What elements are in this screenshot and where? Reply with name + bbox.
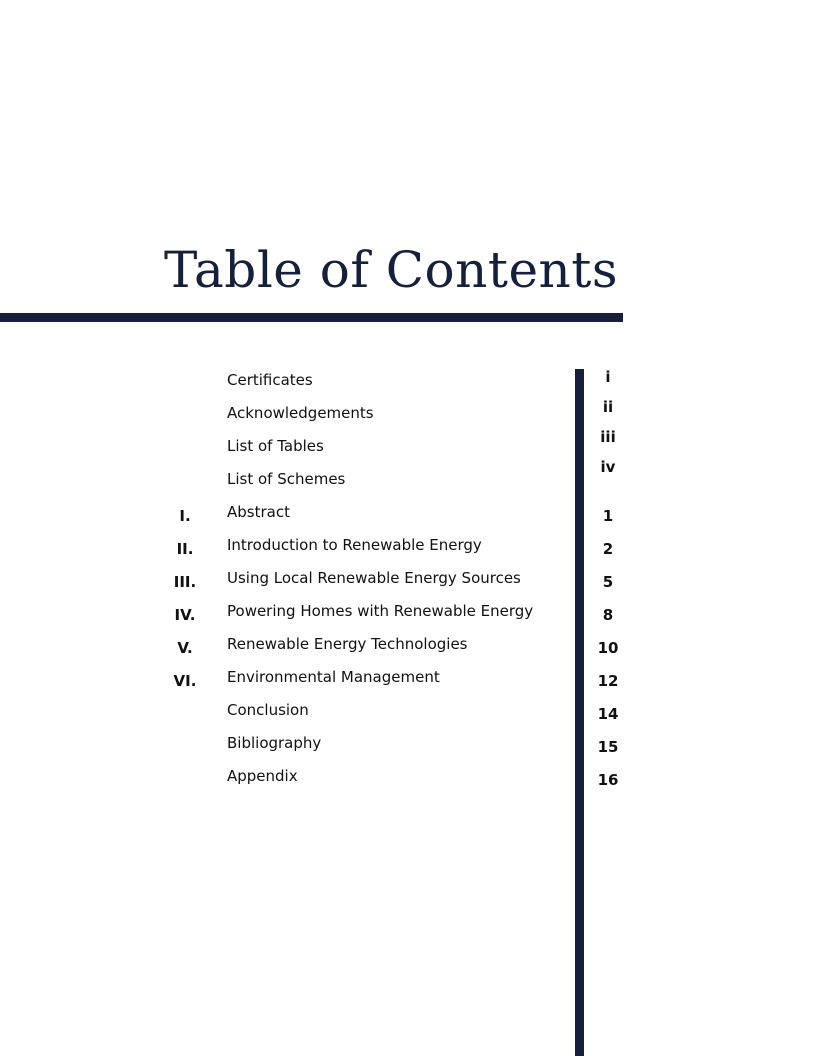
toc-entry-label: Abstract <box>227 503 290 521</box>
toc-entry-label: List of Tables <box>227 437 324 455</box>
toc-entry-numeral: II. <box>176 540 194 558</box>
toc-entry-powering-homes[interactable] <box>0 600 816 633</box>
toc-entry-label: Bibliography <box>227 734 322 752</box>
toc-entry-list-of-tables[interactable] <box>0 428 816 468</box>
toc-entry-abstract[interactable] <box>0 501 816 534</box>
toc-entry-conclusion[interactable] <box>0 699 816 732</box>
toc-entry-label: Renewable Energy Technologies <box>227 635 468 653</box>
toc-entry-page-number: 14 <box>597 705 619 723</box>
toc-entry-technologies[interactable] <box>0 633 816 666</box>
toc-entry-label: Appendix <box>227 767 298 785</box>
toc-entry-page-number: 10 <box>597 639 619 657</box>
toc-entry-page-number: 1 <box>602 507 614 525</box>
toc-entry-label: Certificates <box>227 371 313 389</box>
toc-entry-label: Acknowledgements <box>227 404 374 422</box>
toc-entry-page-number: 16 <box>597 771 619 789</box>
title-underline-divider <box>0 313 623 322</box>
toc-entry-bibliography[interactable] <box>0 732 816 765</box>
toc-entry-label: Environmental Management <box>227 668 440 686</box>
toc-entry-numeral: III. <box>173 573 197 591</box>
toc-entry-numeral: I. <box>179 507 191 525</box>
toc-entry-numeral: V. <box>177 639 193 657</box>
toc-entry-page-number: 2 <box>602 540 614 558</box>
toc-entry-numeral: IV. <box>174 606 196 624</box>
toc-entry-label: Conclusion <box>227 701 309 719</box>
toc-entry-page-number: ii <box>602 398 614 416</box>
toc-entry-page-number: iii <box>600 428 616 446</box>
toc-entry-local-sources[interactable] <box>0 567 816 600</box>
toc-entry-page-number: 8 <box>602 606 614 624</box>
toc-entry-page-number: i <box>605 368 611 386</box>
toc-entry-label: Powering Homes with Renewable Energy <box>227 602 534 620</box>
toc-entry-appendix[interactable] <box>0 765 816 798</box>
toc-entry-page-number: 12 <box>597 672 619 690</box>
toc-entry-list-of-schemes[interactable] <box>0 458 816 501</box>
toc-entry-acknowledgements[interactable] <box>0 398 816 435</box>
toc-entry-numeral: VI. <box>173 672 197 690</box>
toc-entry-introduction[interactable] <box>0 534 816 567</box>
toc-entry-label: Introduction to Renewable Energy <box>227 536 482 554</box>
page-title: Table of Contents <box>164 241 618 299</box>
toc-entry-page-number: 5 <box>602 573 614 591</box>
toc-entry-label: Using Local Renewable Energy Sources <box>227 569 521 587</box>
toc-entry-certificates[interactable] <box>0 369 816 402</box>
toc-entry-environmental-management[interactable] <box>0 666 816 699</box>
toc-entry-page-number: iv <box>600 458 616 476</box>
toc-entry-page-number: 15 <box>597 738 619 756</box>
toc-entry-label: List of Schemes <box>227 470 346 488</box>
